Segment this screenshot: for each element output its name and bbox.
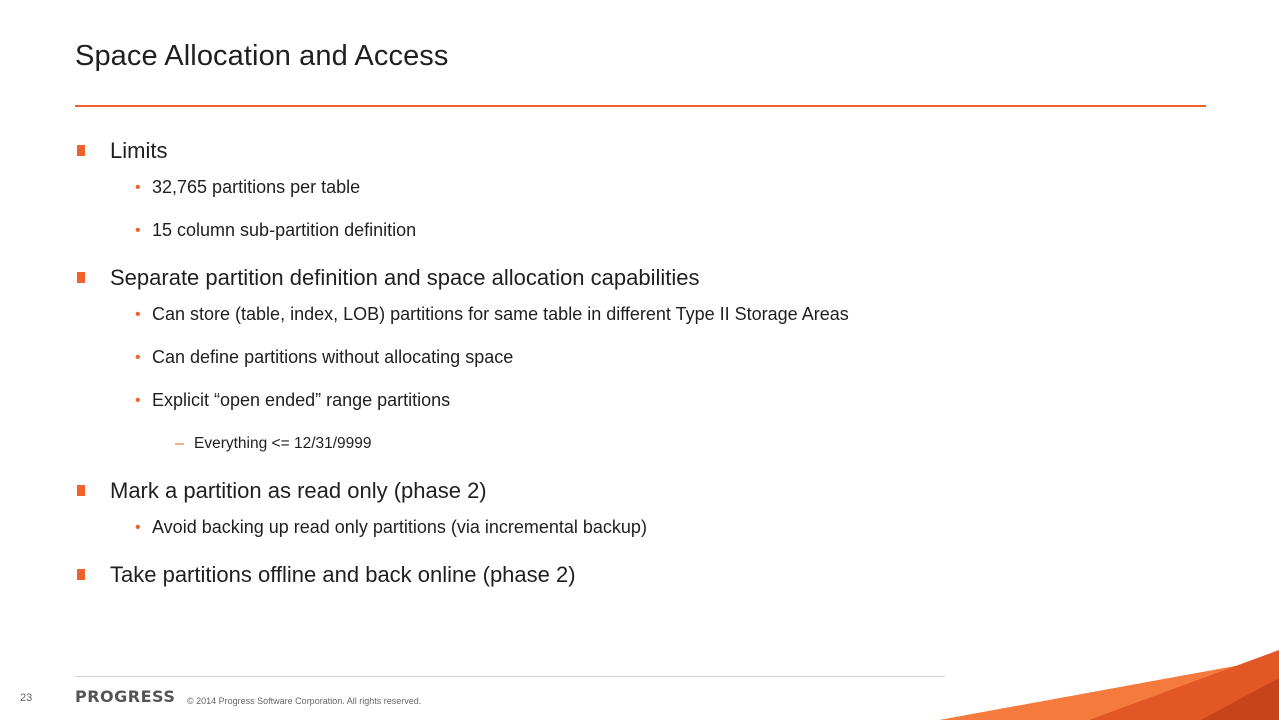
square-bullet-icon [77, 485, 85, 496]
list-item-text: Mark a partition as read only (phase 2) [110, 478, 487, 503]
corner-decoration [939, 650, 1279, 720]
list-item [75, 379, 1215, 422]
list-item [75, 166, 1215, 209]
list-item [75, 422, 1215, 465]
list-item [75, 506, 1215, 549]
list-item [75, 293, 1215, 336]
square-bullet-icon [77, 145, 85, 156]
list-item-text: 15 column sub-partition definition [152, 220, 417, 240]
list-item-text: Can define partitions without allocating space [152, 347, 514, 367]
dot-bullet-icon: • [135, 519, 141, 536]
list-item [75, 336, 1215, 379]
square-bullet-icon [77, 272, 85, 283]
bullet-list [75, 132, 1215, 590]
slide-title: Space Allocation and Access [75, 40, 449, 72]
dot-bullet-icon: • [135, 179, 141, 196]
list-item-text: Everything <= 12/31/9999 [194, 435, 372, 452]
list-item [75, 262, 1215, 293]
list-item [75, 475, 1215, 506]
dot-bullet-icon: • [135, 222, 141, 239]
list-item-text: Take partitions offline and back online (phase 2) [110, 562, 576, 587]
list-item [75, 135, 1215, 166]
list-item [75, 209, 1215, 252]
square-bullet-icon [77, 569, 85, 580]
dash-bullet-icon: – [175, 435, 184, 452]
list-item-text: Can store (table, index, LOB) partitions for same table in different Type II Storage Areas [152, 304, 849, 324]
list-item [75, 559, 1215, 590]
list-item-text: Avoid backing up read only partitions (via incremental backup) [152, 517, 647, 537]
list-item-text: Explicit “open ended” range partitions [152, 390, 451, 410]
list-item-text: 32,765 partitions per table [152, 177, 361, 197]
dot-bullet-icon: • [135, 306, 141, 323]
page-number: 23 [20, 692, 33, 704]
list-item-text: Separate partition definition and space allocation capabilities [110, 265, 700, 290]
dot-bullet-icon: • [135, 349, 141, 366]
title-underline [75, 105, 1206, 107]
list-item-text: Limits [110, 138, 168, 163]
dot-bullet-icon: • [135, 392, 141, 409]
progress-logo: PROGRESS [75, 687, 176, 706]
footer-divider [75, 676, 945, 677]
copyright-text: © 2014 Progress Software Corporation. All rights reserved. [187, 696, 422, 706]
